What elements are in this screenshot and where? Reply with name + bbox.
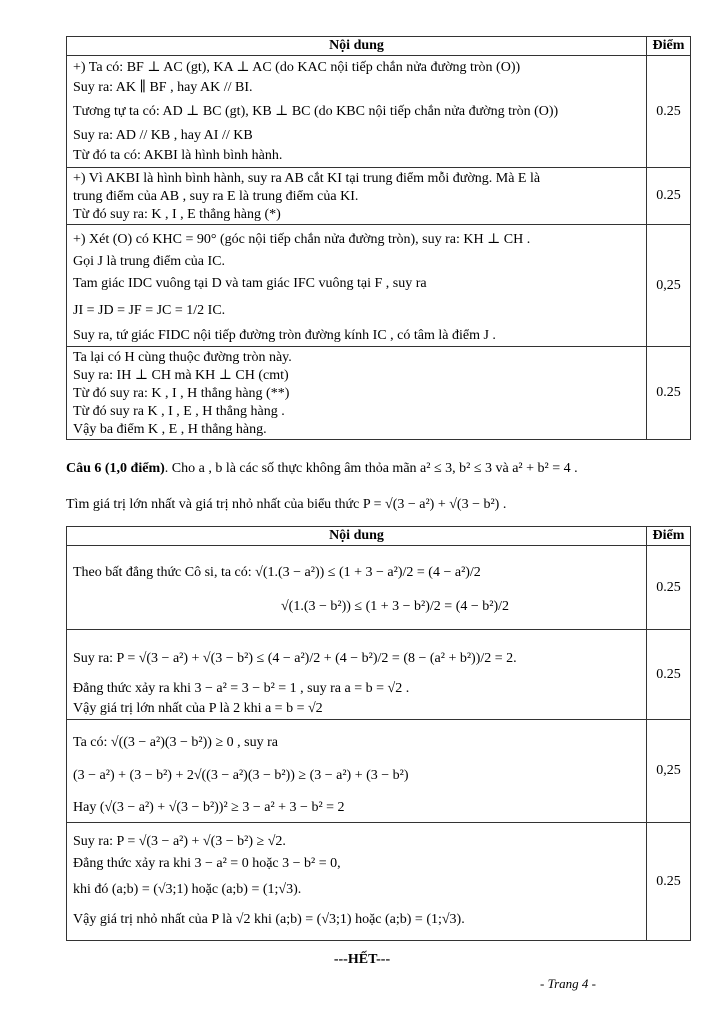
step-line: Đẳng thức xảy ra khi 3 − a² = 0 hoặc 3 − b² = 0,	[73, 856, 341, 871]
step-line: Suy ra: AD // KB , hay AI // KB	[73, 128, 253, 143]
step-line: Theo bất đẳng thức Cô si, ta có: √(1.(3 − a²)) ≤ (1 + 3 − a²)/2 = (4 − a²)/2	[73, 565, 481, 580]
table-row	[67, 546, 691, 630]
score-cell: 0.25	[647, 630, 691, 720]
step-line: Tam giác IDC vuông tại D và tam giác IFC vuông tại F , suy ra	[73, 276, 427, 291]
solution-table-question5	[66, 36, 691, 440]
step-line: Vậy ba điểm K , E , H thẳng hàng.	[73, 422, 267, 437]
step-line: Gọi J là trung điểm của IC.	[73, 254, 226, 269]
score-cell: 0.25	[647, 546, 691, 630]
score-cell: 0.25	[647, 56, 691, 168]
table-row	[67, 225, 691, 347]
score-cell: 0.25	[647, 347, 691, 440]
step-line: +) Vì AKBI là hình bình hành, suy ra AB cắt KI tại trung điểm mỗi đường. Mà E là	[73, 171, 541, 186]
question-title: Câu 6 (1,0 điểm)	[66, 461, 165, 476]
header-score: Điểm	[647, 37, 691, 56]
step-line: Suy ra, tứ giác FIDC nội tiếp đường tròn đường kính IC , có tâm là điểm J .	[73, 328, 496, 343]
header-content: Nội dung	[67, 527, 647, 546]
step-line: Từ đó suy ra K , I , E , H thẳng hàng .	[73, 404, 285, 419]
step-line: trung điểm của AB , suy ra E là trung điểm của KI.	[73, 189, 359, 204]
page-number: - Trang 4 -	[540, 976, 596, 991]
step-line: Từ đó ta có: AKBI là hình bình hành.	[73, 148, 283, 163]
solution-table-question6	[66, 526, 691, 941]
score-cell: 0.25	[647, 168, 691, 225]
score-cell: 0.25	[647, 823, 691, 941]
score-cell: 0,25	[647, 225, 691, 347]
table-row	[67, 168, 691, 225]
step-line: Ta có: √((3 − a²)(3 − b²)) ≥ 0 , suy ra	[73, 735, 278, 750]
step-line: Suy ra: AK ∥ BF , hay AK // BI.	[73, 80, 253, 95]
step-line: Ta lại có H cùng thuộc đường tròn này.	[73, 350, 292, 365]
header-content: Nội dung	[67, 37, 647, 56]
step-line: Từ đó suy ra: K , I , E thẳng hàng (*)	[73, 207, 281, 222]
step-line: (3 − a²) + (3 − b²) + 2√((3 − a²)(3 − b²)) ≥ (3 − a²) + (3 − b²)	[73, 768, 409, 783]
step-line: Suy ra: P = √(3 − a²) + √(3 − b²) ≤ (4 − a²)/2 + (4 − b²)/2 = (8 − (a² + b²))/2 = 2.	[73, 651, 517, 666]
score-cell: 0,25	[647, 720, 691, 823]
step-line: Từ đó suy ra: K , I , H thẳng hàng (**)	[73, 386, 290, 401]
table-row	[67, 347, 691, 440]
step-line: Hay (√(3 − a²) + √(3 − b²))² ≥ 3 − a² + 3 − b² = 2	[73, 800, 345, 815]
step-line: +) Xét (O) có KHC = 90° (góc nội tiếp chắn nửa đường tròn), suy ra: KH ⊥ CH .	[73, 232, 531, 247]
table-row	[67, 823, 691, 941]
table-row	[67, 630, 691, 720]
end-marker: ---HẾT---	[333, 952, 391, 967]
step-line: JI = JD = JF = JC = 1/2 IC.	[73, 303, 226, 318]
step-line: Đẳng thức xảy ra khi 3 − a² = 3 − b² = 1 , suy ra a = b = √2 .	[73, 681, 410, 696]
table-row	[67, 56, 691, 168]
step-line: Vậy giá trị nhỏ nhất của P là √2 khi (a;b) = (√3;1) hoặc (a;b) = (1;√3).	[73, 912, 465, 927]
question-task: Tìm giá trị lớn nhất và giá trị nhỏ nhất của biểu thức P = √(3 − a²) + √(3 − b²) .	[66, 497, 507, 512]
table-row	[67, 720, 691, 823]
step-line: Suy ra: P = √(3 − a²) + √(3 − b²) ≥ √2.	[73, 834, 286, 849]
step-line: khi đó (a;b) = (√3;1) hoặc (a;b) = (1;√3).	[73, 882, 302, 897]
step-line: √(1.(3 − b²)) ≤ (1 + 3 − b²)/2 = (4 − b²)/2	[281, 599, 510, 614]
step-line: Tương tự ta có: AD ⊥ BC (gt), KB ⊥ BC (do KBC nội tiếp chắn nửa đường tròn (O))	[73, 104, 559, 119]
header-score: Điểm	[647, 527, 691, 546]
question-statement	[66, 460, 578, 478]
step-line: +) Ta có: BF ⊥ AC (gt), KA ⊥ AC (do KAC nội tiếp chắn nửa đường tròn (O))	[73, 60, 521, 75]
step-line: Suy ra: IH ⊥ CH mà KH ⊥ CH (cmt)	[73, 368, 289, 383]
step-line: Vậy giá trị lớn nhất của P là 2 khi a = b = √2	[73, 701, 323, 716]
question-text: . Cho a , b là các số thực không âm thỏa mãn a² ≤ 3, b² ≤ 3 và a² + b² = 4 .	[164, 461, 578, 476]
